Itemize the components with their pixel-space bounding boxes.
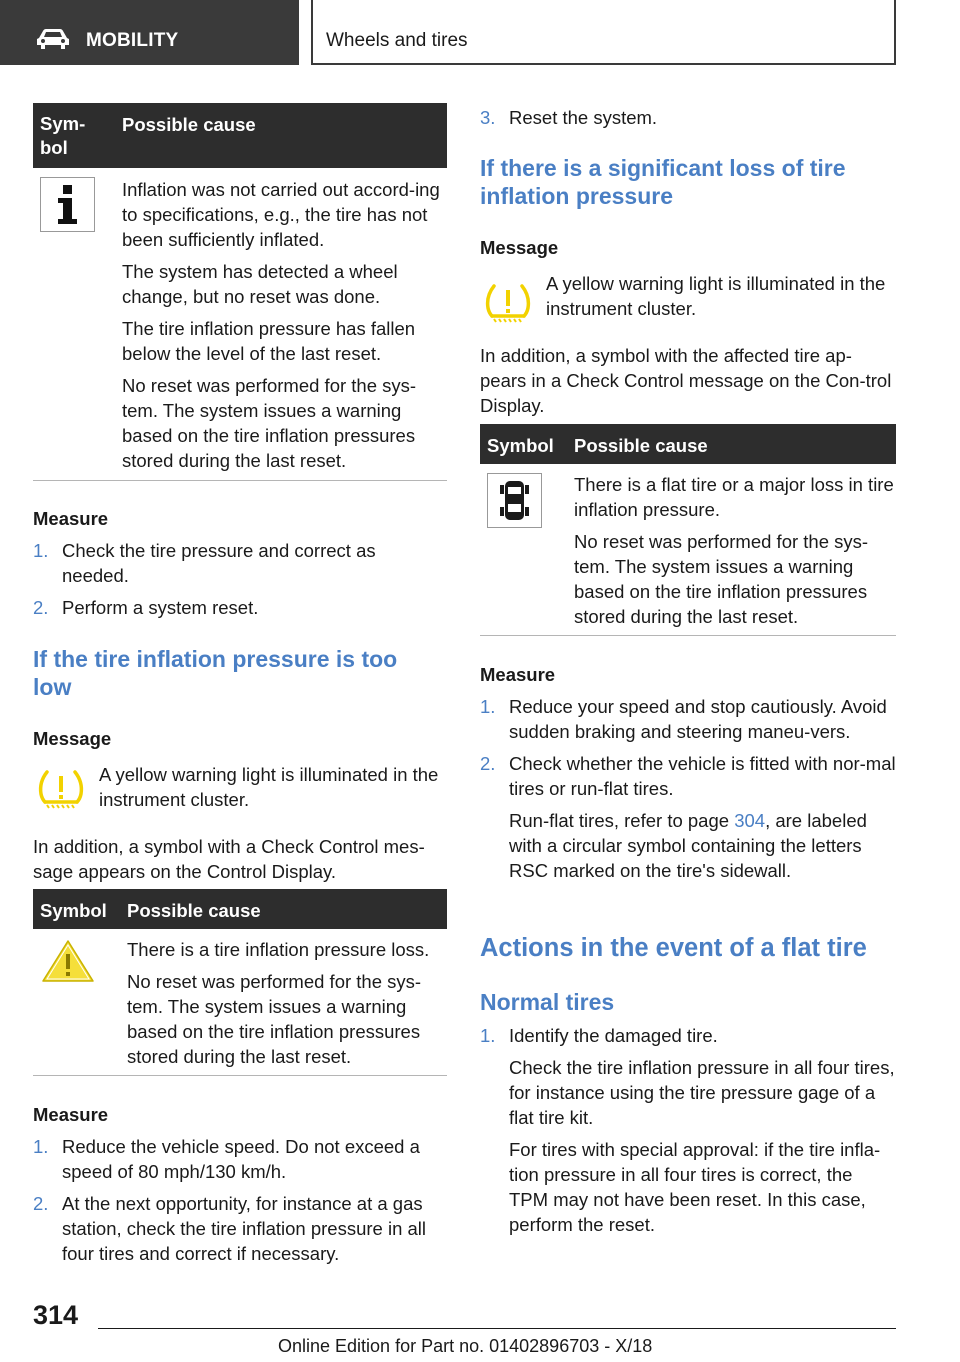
- table-header: [33, 103, 447, 168]
- footer-edition: Online Edition for Part no. 01402896703 - X/18: [278, 1336, 653, 1356]
- page-link[interactable]: 304: [734, 810, 766, 831]
- table-header-cause: Possible cause: [574, 435, 708, 456]
- normal-tire-steps: [480, 1023, 896, 1244]
- message-text: A yellow warning light is illuminated in the instrument cluster.: [546, 273, 886, 319]
- section-heading: If there is a significant loss of tire inflation pressure: [480, 155, 846, 209]
- list-item: 2. Perform a system reset.: [33, 597, 259, 618]
- warning-triangle-icon: [40, 937, 96, 985]
- addition-text: In addition, a symbol with the affected tire ap-pears in a Check Control message on the Con-trol Display.: [480, 345, 892, 416]
- table-cause-cell: [122, 177, 447, 480]
- section-heading: Actions in the event of a flat tire: [480, 934, 867, 962]
- tire-pressure-warning-icon: [484, 282, 532, 324]
- cause-text: The system has detected a wheel change, but no reset was done.: [122, 261, 398, 307]
- symbol-table-2: [33, 889, 447, 1067]
- tire-pressure-warning-icon: [37, 768, 85, 810]
- list-item: 2. Check whether the vehicle is fitted with nor-mal tires or run-flat tires. Run-flat tires, refer to page 304, are labeled with a circular symbol containing the letters RSC marked on the tire's sidewall.: [480, 753, 896, 881]
- reset-step: [480, 105, 896, 137]
- measure-steps: [33, 1134, 447, 1273]
- measure-steps: [480, 694, 896, 890]
- table-header-cause: Possible cause: [127, 900, 261, 921]
- cause-text: No reset was performed for the sys-tem. The system issues a warning based on the tire inflation pressures stored during the last reset.: [574, 531, 869, 627]
- table-header: [33, 889, 447, 929]
- list-item: 1. Check the tire pressure and correct as needed.: [33, 540, 376, 586]
- header-section-tab: [0, 0, 299, 65]
- addition-text: In addition, a symbol with a Check Control mes-sage appears on the Control Display.: [33, 836, 425, 882]
- symbol-table-1: [33, 103, 447, 471]
- measure-title: Measure: [33, 1104, 109, 1125]
- measure-title: Measure: [480, 664, 556, 685]
- table-divider: [33, 1075, 447, 1076]
- table-header-cause: Possible cause: [122, 114, 256, 135]
- info-icon: [40, 177, 95, 232]
- chapter-title: Wheels and tires: [326, 30, 468, 51]
- message-title: Message: [33, 728, 112, 749]
- car-icon: [36, 28, 70, 50]
- table-divider: [480, 635, 896, 636]
- table-header: [480, 424, 896, 464]
- cause-text: The tire inflation pressure has fallen below the level of the last reset.: [122, 318, 416, 364]
- footer-divider: [98, 1328, 896, 1329]
- list-item: 1. Identify the damaged tire. Check the tire inflation pressure in all four tires, for instance using the tire pressure gage of a flat tire kit. For tires with special approval: if the tire infla-tion pressure in all four tires is correct, the TPM may not have been reset. In this case, perform the reset.: [480, 1025, 895, 1235]
- cause-text: There is a tire inflation pressure loss.: [127, 939, 430, 960]
- message-text: A yellow warning light is illuminated in the instrument cluster.: [99, 764, 439, 810]
- list-item: 3. Reset the system.: [480, 107, 658, 128]
- step-note: Check the tire inflation pressure in all four tires, for instance using the tire pressure gage of a flat tire kit.: [509, 1057, 895, 1128]
- message-title: Message: [480, 237, 559, 258]
- table-cause-cell: [127, 937, 447, 1076]
- table-header-symbol: Symbol: [40, 900, 107, 921]
- table-header-symbol: Sym- bol: [40, 113, 86, 158]
- measure-title: Measure: [33, 508, 109, 529]
- cause-text: There is a flat tire or a major loss in tire inflation pressure.: [574, 474, 894, 520]
- table-divider: [33, 480, 447, 481]
- list-item: 1. Reduce the vehicle speed. Do not exceed a speed of 80 mph/130 km/h.: [33, 1136, 420, 1182]
- table-header-symbol: Symbol: [487, 435, 554, 456]
- list-item: 2. At the next opportunity, for instance at a gas station, check the tire inflation pressure in all four tires and correct if necessary.: [33, 1193, 427, 1264]
- list-item: 1. Reduce your speed and stop cautiously. Avoid sudden braking and steering maneu-vers.: [480, 696, 887, 742]
- subsection-heading: Normal tires: [480, 989, 615, 1015]
- table-cause-cell: [574, 472, 896, 636]
- cause-text: No reset was performed for the sys-tem. The system issues a warning based on the tire inflation pressures stored during the last reset.: [122, 375, 417, 471]
- header-chapter-box: [311, 0, 896, 65]
- measure-steps: [33, 538, 447, 627]
- cause-text: Inflation was not carried out accord-ing to specifications, e.g., the tire has not been sufficiently inflated.: [122, 179, 440, 250]
- step-note: Run-flat tires, refer to page 304, are labeled with a circular symbol containing the letters RSC marked on the tire's sidewall.: [509, 810, 867, 881]
- cause-text: No reset was performed for the sys-tem. The system issues a warning based on the tire inflation pressures stored during the last reset.: [127, 971, 422, 1067]
- section-heading: If the tire inflation pressure is too low: [33, 646, 398, 700]
- car-top-view-icon: [487, 473, 542, 528]
- step-note: For tires with special approval: if the tire infla-tion pressure in all four tires is correct, the TPM may not have been reset. In this case, perform the reset.: [509, 1139, 881, 1235]
- section-title: MOBILITY: [86, 30, 179, 51]
- page-number: 314: [33, 1300, 79, 1330]
- symbol-table-3: [480, 424, 896, 627]
